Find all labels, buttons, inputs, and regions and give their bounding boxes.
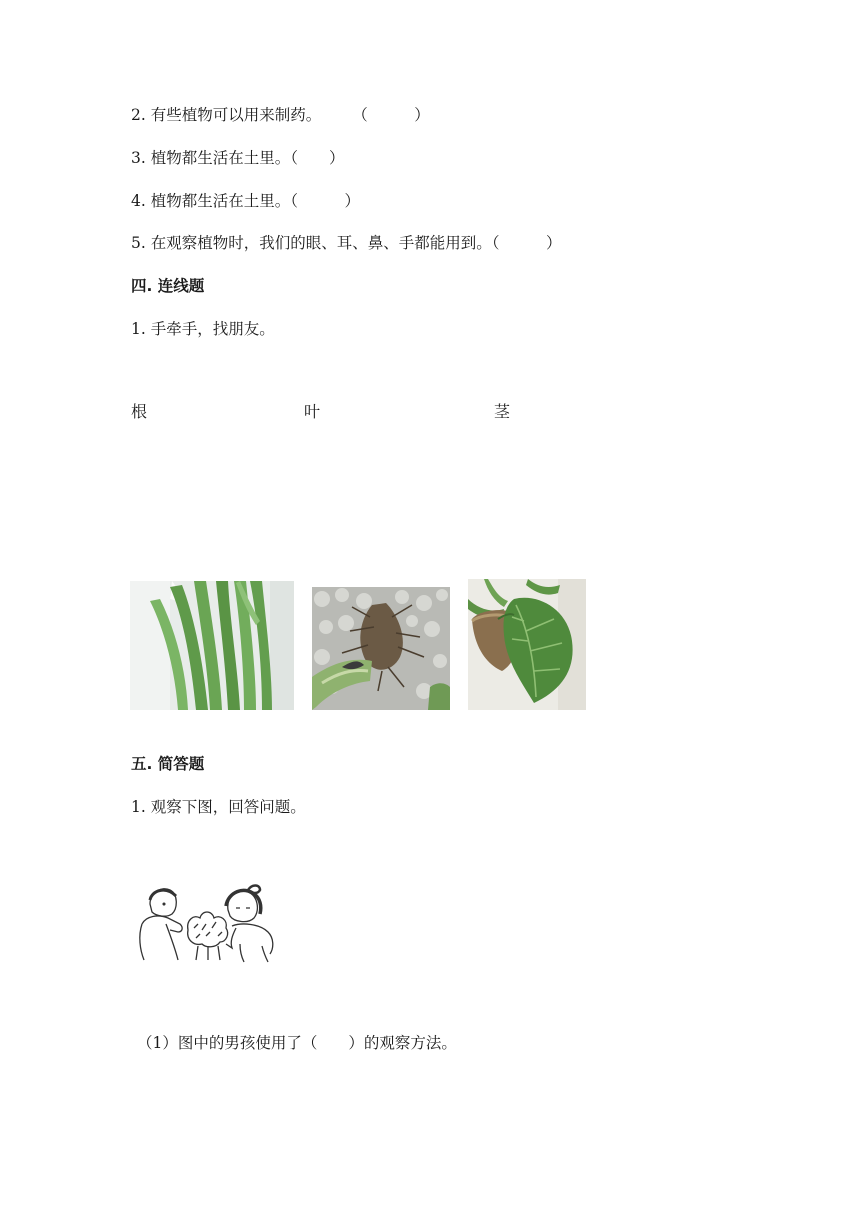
tf-item-4: 4. 植物都生活在土里。（ ）: [131, 192, 360, 210]
tf-item-5: 5. 在观察植物时，我们的眼、耳、鼻、手都能用到。（ ）: [131, 234, 562, 252]
section-5-subquestion-1: （1）图中的男孩使用了（ ）的观察方法。: [137, 1034, 457, 1052]
section-4-question-1: 1. 手牵手，找朋友。: [131, 320, 275, 338]
tf-item-2: 2. 有些植物可以用来制药。 （ ）: [131, 106, 430, 124]
word-leaf: 叶: [304, 402, 321, 421]
stem-photo[interactable]: [130, 581, 294, 710]
children-observing-illustration: [136, 884, 280, 964]
section-5-title: 五. 简答题: [131, 755, 205, 773]
word-root: 根: [131, 402, 148, 421]
word-stem: 茎: [494, 402, 511, 421]
tf-item-3: 3. 植物都生活在土里。（ ）: [131, 149, 345, 167]
leaf-photo[interactable]: [468, 579, 586, 710]
root-photo[interactable]: [312, 587, 450, 710]
section-5-question-1: 1. 观察下图，回答问题。: [131, 798, 306, 816]
section-4-title: 四. 连线题: [131, 277, 205, 295]
